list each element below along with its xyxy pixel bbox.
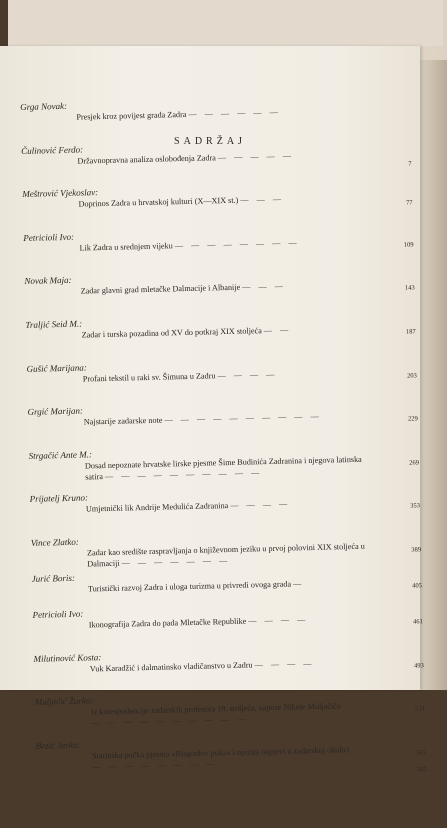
toc-heading: SADRŽAJ <box>174 136 246 147</box>
entry-title: Starinska pučka pjesma »Blagoslov puka« i njezini napjevi u zadarskoj okolici — — — — — — — — <box>91 744 350 772</box>
entry-author: Strgačić Ante M.: <box>28 449 92 461</box>
entry-page: 531 <box>415 705 426 713</box>
entry-author: Bezić Jerko: <box>35 739 81 751</box>
entry-author: Grgić Marijan: <box>27 405 84 418</box>
entry-title: Iz korespodencije zadarskih profesora 18. stoljeća, napose Nikole Muljačića — — — — — — — — — — <box>90 701 341 728</box>
entry-author: Meštrović Vjekoslav: <box>22 187 99 200</box>
entry-author: Milutinović Kosta: <box>33 651 102 664</box>
entry-page: 7 <box>408 160 412 168</box>
entry-title: Doprinos Zadra u hrvatskoj kulturi (X—XIX st.) — — — <box>78 194 285 209</box>
entry-title: Lik Zadra u srednjem vijeku — — — — — — — — <box>79 237 300 253</box>
entry-title: Zadar kao središte raspravljanja o književnom jeziku u prvoj polovini XIX stoljeća u Dalmaciji — — — — — — — <box>86 541 365 569</box>
entry-title: Vuk Karadžić i dalmatinsko vladičanstvo u Zadru — — — — <box>89 658 315 673</box>
entry-author: Traljić Seid M.: <box>25 318 83 330</box>
entry-page: 545 <box>416 748 427 757</box>
entry-page: 461 <box>412 618 423 626</box>
entry-title: Turistički razvoj Zadra i uloga turizma u privredi ovoga grada — <box>87 579 305 594</box>
entry-author: Prijatelj Kruno: <box>29 492 89 505</box>
entry-author: Čulinović Ferdo: <box>21 144 84 156</box>
entry-author: Vince Zlatko: <box>30 536 79 548</box>
entry-author: Petricioli Ivo: <box>23 231 75 243</box>
entry-title: Dosad nepoznate hrvatske lirske pjesme Šime Budinića Zadranina i njegova latinska satira — — — — — — — — — — <box>84 454 362 482</box>
entry-page: 565 <box>416 766 427 774</box>
entry-page: 187 <box>405 328 416 336</box>
entry-page: 229 <box>408 415 418 423</box>
entry-page <box>388 110 410 111</box>
entry-page: 405 <box>412 582 423 590</box>
entry-author: Gušić Marijana: <box>26 362 87 374</box>
entry-author: Grga Novak: <box>20 100 68 112</box>
entry-page: 269 <box>409 459 420 467</box>
entry-page: 493 <box>414 661 424 670</box>
entry-title: Zadar i turska pozadina od XV do potkraj XIX stoljeća — — <box>81 325 292 340</box>
entry-author: Petricioli Ivo: <box>32 608 84 620</box>
entry-page: 143 <box>404 284 415 293</box>
toc-entry <box>37 766 438 827</box>
entry-title: Profani tekstil u raki sv. Šimuna u Zadru — — — — <box>82 369 278 384</box>
entry-author: Muljačić Žarko: <box>34 695 94 707</box>
page-top-edge <box>8 0 443 46</box>
entry-page: 353 <box>410 502 421 510</box>
entry-title: Umjetnički lik Andrije Medulića Zadranina — — — — <box>85 499 291 514</box>
entry-page: 77 <box>406 199 413 207</box>
entry-title: Državnopravna analiza oslobođenja Zadra — — — — — <box>77 150 295 166</box>
entry-title: Ikonografija Zadra do pada Mletačke Republike — — — — <box>88 615 309 630</box>
entry-title: Zadar glavni grad mletačke Dalmacije i Albanije — — — <box>80 281 286 296</box>
entry-author: Jurić Boris: <box>31 572 76 584</box>
entry-title: Presjek kroz povijest grada Zadra — — — — — — <box>76 107 281 122</box>
entry-title: Najstarije zadarske note — — — — — — — — — — <box>83 411 322 427</box>
entry-page: 203 <box>406 371 417 380</box>
toc-entries <box>20 92 438 827</box>
entry-page: 109 <box>403 241 414 249</box>
entry-page: 389 <box>411 546 422 554</box>
entry-author: Novak Maja: <box>24 275 72 287</box>
